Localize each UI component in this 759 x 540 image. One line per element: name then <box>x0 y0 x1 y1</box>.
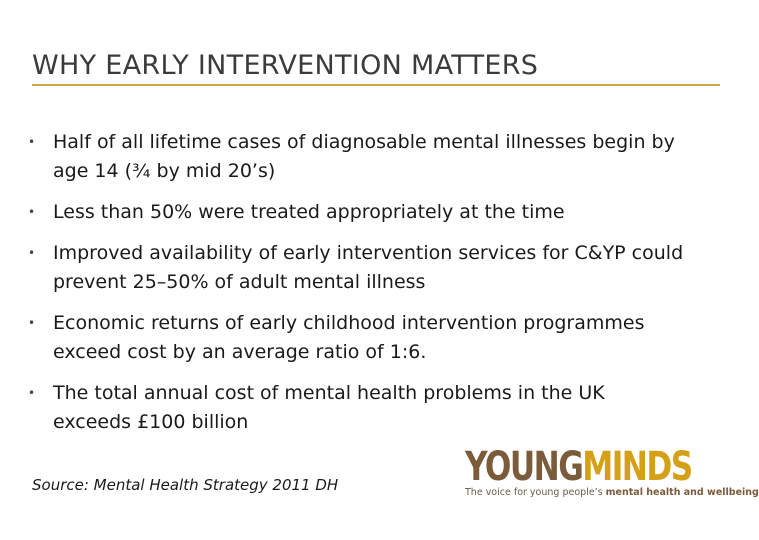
bullet-text: Improved availability of early intervention services for C&YP could prevent 25–50% of adult mental illness <box>53 242 684 293</box>
youngminds-logo <box>465 444 759 498</box>
logo-wordmark <box>465 444 692 490</box>
bullet-icon: • <box>28 205 36 219</box>
bullet-icon: • <box>28 246 36 260</box>
bullet-item <box>28 198 688 227</box>
bullet-item <box>28 379 688 437</box>
source-citation: Source: Mental Health Strategy 2011 DH <box>32 476 339 494</box>
bullet-text: Half of all lifetime cases of diagnosable mental illnesses begin by age 14 (¾ by mid 20’s) <box>53 131 675 182</box>
bullet-text: The total annual cost of mental health problems in the UK exceeds £100 billion <box>53 382 605 433</box>
slide-title: WHY EARLY INTERVENTION MATTERS <box>32 50 539 81</box>
bullet-item <box>28 128 688 186</box>
bullet-item <box>28 239 688 297</box>
bullet-text: Economic returns of early childhood intervention programmes exceed cost by an average ratio of 1:6. <box>53 312 645 363</box>
bullet-icon: • <box>28 386 36 400</box>
logo-tagline-prefix: The voice for young people’s <box>465 487 606 498</box>
logo-tagline-bold: mental health and wellbeing <box>605 487 759 498</box>
bullet-item <box>28 309 688 367</box>
bullet-text: Less than 50% were treated appropriately at the time <box>53 201 565 223</box>
bullet-icon: • <box>28 316 36 330</box>
logo-word-minds: MINDS <box>582 444 692 490</box>
bullet-list <box>28 128 688 449</box>
logo-word-young: YOUNG <box>465 444 583 490</box>
bullet-icon: • <box>28 135 36 149</box>
title-underline <box>32 84 720 86</box>
